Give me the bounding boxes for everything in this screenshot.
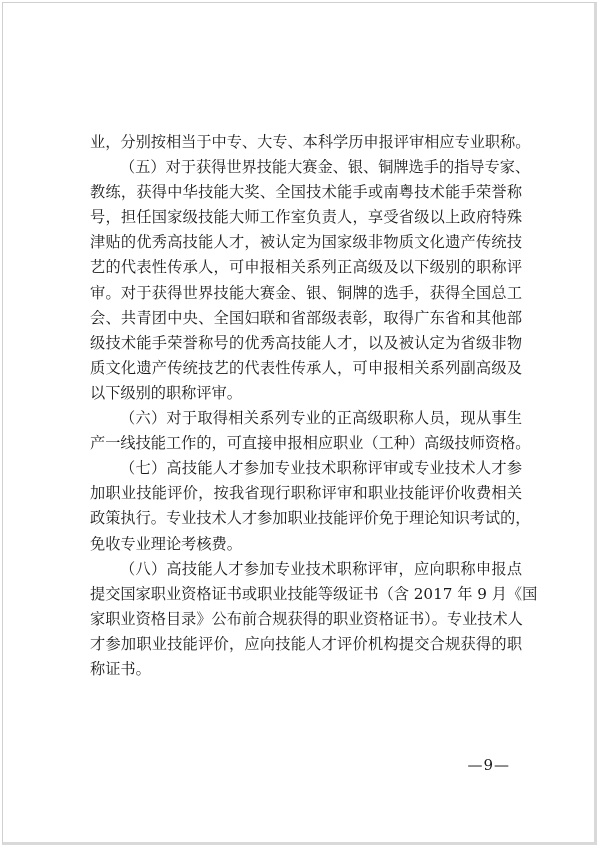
text-line: 称证书。 xyxy=(90,659,151,678)
text-line: 政策执行。专业技术人才参加职业技能评价免于理论知识考试的， xyxy=(90,509,531,528)
paragraph-item-6 xyxy=(90,406,531,456)
body-text xyxy=(90,130,538,682)
paragraph-continuation xyxy=(90,130,531,155)
text-line: 号，担任国家级技能大师工作室负责人，享受省级以上政府特殊 xyxy=(90,208,522,227)
paragraph-item-7 xyxy=(90,456,531,556)
document-page xyxy=(2,2,597,845)
text-line: （六）对于取得相关系列专业的正高级职称人员，现从事生 xyxy=(120,409,522,428)
text-line: 提交国家职业资格证书或职业技能等级证书（含 2017 年 9 月《国 xyxy=(90,584,538,603)
paragraph-item-8 xyxy=(90,557,538,682)
text-line: 级技术能手荣誉称号的优秀高技能人才，以及被认定为省级非物 xyxy=(90,333,522,352)
text-line: 质文化遗产传统技艺的代表性传承人，可申报相关系列副高级及 xyxy=(90,358,522,377)
text-line: 业，分别按相当于中专、大专、本科学历申报评审相应专业职称。 xyxy=(90,133,531,151)
text-line: 加职业技能评价，按我省现行职称评审和职业技能评价收费相关 xyxy=(90,484,522,503)
text-line: 家职业资格目录》公布前合规获得的职业资格证书）。专业技术人 xyxy=(90,609,523,628)
text-line: 会、共青团中央、全国妇联和省部级表彰，取得广东省和其他部 xyxy=(90,308,522,327)
text-line: 以下级别的职称评审。 xyxy=(90,383,242,402)
text-line: （八）高技能人才参加专业技术职称评审，应向职称申报点 xyxy=(120,559,522,578)
page-number: —9— xyxy=(467,756,510,774)
text-line: 免收专业理论考核费。 xyxy=(90,534,242,553)
text-line: 审。对于获得世界技能大赛金、银、铜牌的选手，获得全国总工 xyxy=(90,283,522,302)
text-line: 教练，获得中华技能大奖、全国技术能手或南粤技术能手荣誉称 xyxy=(90,183,522,202)
text-line: 才参加职业技能评价，应向技能人才评价机构提交合规获得的职 xyxy=(90,634,522,653)
text-line: 艺的代表性传承人，可申报相关系列正高级及以下级别的职称评 xyxy=(90,258,522,277)
paragraph-item-5 xyxy=(90,155,531,406)
text-line: 产一线技能工作的，可直接申报相应职业（工种）高级技师资格。 xyxy=(90,434,531,453)
text-line: （七）高技能人才参加专业技术职称评审或专业技术人才参 xyxy=(120,459,522,478)
text-line: （五）对于获得世界技能大赛金、银、铜牌选手的指导专家、 xyxy=(120,158,531,177)
text-line: 津贴的优秀高技能人才，被认定为国家级非物质文化遗产传统技 xyxy=(90,233,522,252)
